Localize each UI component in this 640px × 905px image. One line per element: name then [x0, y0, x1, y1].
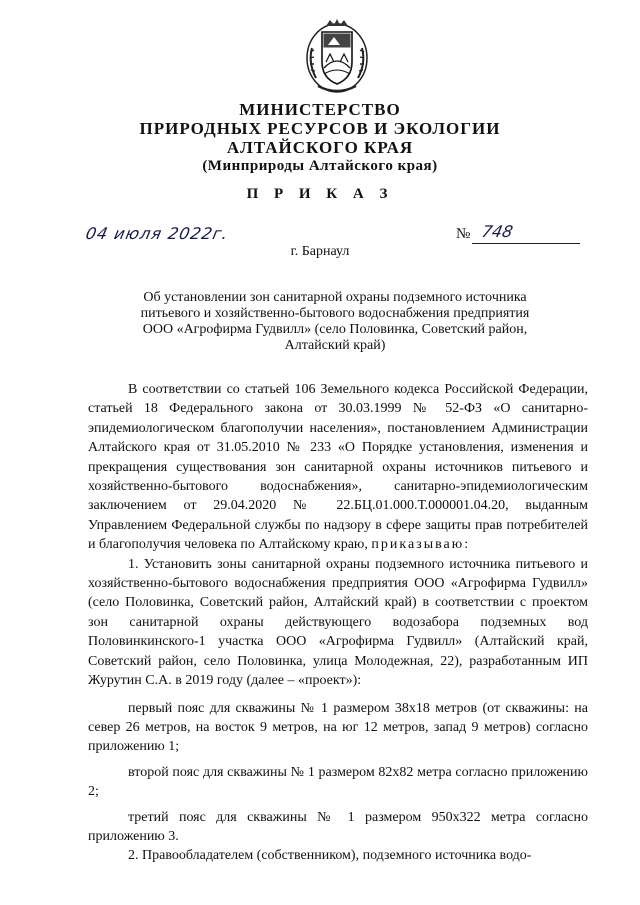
document-type-title: П Р И К А З: [246, 186, 394, 202]
coat-of-arms-emblem: [304, 18, 370, 96]
preamble-directive: приказываю:: [371, 537, 471, 553]
ministry-title-line-1: МИНИСТЕРСТВО: [239, 100, 401, 119]
belt-2-paragraph: второй пояс для скважины № 1 размером 82х82 метра согласно приложению 2;: [88, 764, 588, 800]
belt-3-paragraph: третий пояс для скважины № 1 размером 950х322 метра согласно приложению 3.: [88, 809, 588, 844]
handwritten-order-number: 748: [479, 222, 515, 241]
ministry-title-line-2: ПРИРОДНЫХ РЕСУРСОВ И ЭКОЛОГИИ: [139, 119, 501, 138]
ministry-short-name: (Минприроды Алтайского края): [202, 158, 438, 174]
preamble-text: В соответствии со статьей 106 Земельного кодекса Российской Федерации, статьей 18 Федерального закона от 30.03.1999 № 52-ФЗ «О санитарно-эпидемиологическом благополучии населения», постановлением Администрации Алтайского края от 31.05.2010 № 233 «О Порядке установления, изменения и прекращения существования зон санитарной охраны источников питьевого и хозяйственно-бытового водоснабжения», санитарно-эпидемиологическим заключением от 29.04.2020 № 22.БЦ.01.000.Т.000001.04.20, выданным Управлением Федеральной службы по надзору в сфере защиты прав потребителей и благополучия человека по Алтайскому краю,: [88, 382, 588, 553]
ministry-title-line-3: АЛТАЙСКОГО КРАЯ: [226, 138, 414, 157]
handwritten-date: 04 июля 2022г.: [83, 224, 231, 243]
item-1-paragraph: 1. Установить зоны санитарной охраны подземного источника питьевого и хозяйственно-бытового водоснабжения предприятия ООО «Агрофирма Гудвилл» (село Половинка, Советский район, Алтайский край) в соответствии с проектом зон санитарной охраны действующего водозабора подземных вод Половинкинского-1 участка ООО «Агрофирма Гудвилл» (Алтайский край, Советский район, село Половинка, улица Молодежная, 22), разработанным ИП Журутин С.А. в 2019 году (далее – «проект»):: [88, 556, 588, 689]
belt-1-paragraph: первый пояс для скважины № 1 размером 38х18 метров (от скважины: на север 26 метров, на восток 9 метров, на юг 12 метров, запад 9 метров) согласно приложению 1;: [88, 700, 588, 755]
city-name: г. Барнаул: [290, 244, 350, 259]
order-subject: Об установлении зон санитарной охраны подземного источника питьевого и хозяйственно-бытового водоснабжения предприятия ООО «Агрофирма Гудвилл» (село Половинка, Советский район, Алтайский край): [140, 290, 530, 353]
document-body: [88, 380, 588, 866]
ministry-header: [0, 100, 640, 176]
order-number-label: №: [456, 226, 471, 242]
preamble-paragraph: [88, 380, 588, 555]
item-2-paragraph: 2. Правообладателем (собственником), подземного источника водо-: [128, 848, 532, 864]
